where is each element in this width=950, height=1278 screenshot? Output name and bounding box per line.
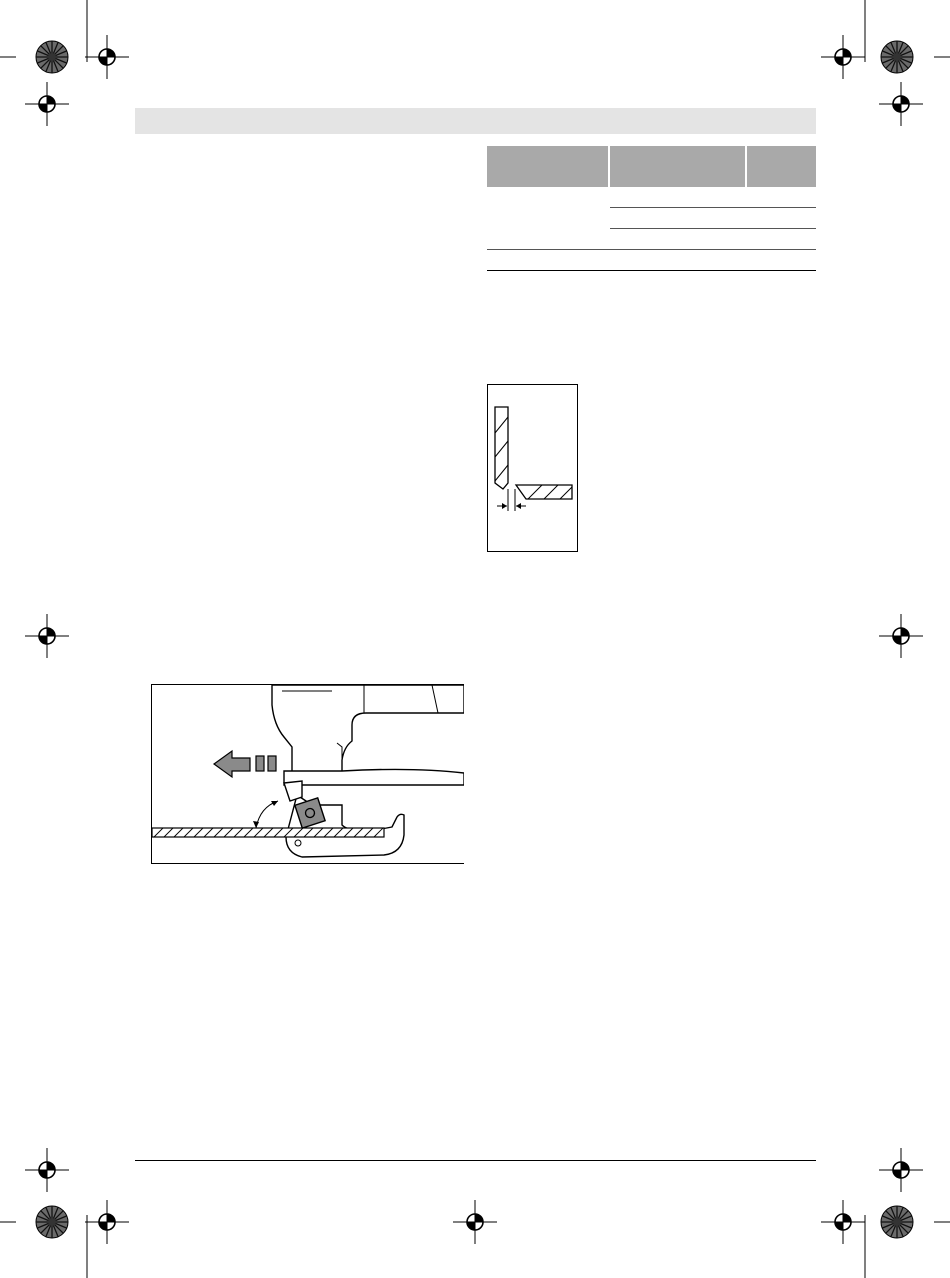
crosshair-target-icon	[821, 35, 865, 79]
starburst-icon-bottom-right	[877, 1202, 917, 1242]
crosshair-target-icon	[821, 1200, 865, 1244]
table-row-divider	[487, 249, 816, 250]
jigsaw-bevel-setting-icon	[152, 685, 464, 863]
page-header-band	[135, 108, 816, 134]
direction-arrow-left-icon	[214, 751, 276, 777]
crosshair-target-icon	[879, 1148, 923, 1192]
crosshair-target-icon	[85, 35, 129, 79]
table-row-divider	[610, 207, 816, 208]
table-header-col-3	[747, 146, 816, 187]
starburst-icon-top-left	[32, 37, 72, 77]
crosshair-target-icon	[879, 614, 923, 658]
page-footer-rule	[135, 1160, 816, 1161]
table-header-col-2	[610, 146, 745, 187]
crosshair-target-icon	[25, 1148, 69, 1192]
crosshair-target-icon	[85, 1200, 129, 1244]
jigsaw-bevel-figure	[151, 684, 464, 864]
spec-table	[487, 146, 816, 271]
table-row-divider	[610, 228, 816, 229]
table-header-col-1	[487, 146, 608, 187]
crosshair-target-icon	[879, 82, 923, 126]
starburst-icon-bottom-left	[32, 1202, 72, 1242]
blade-gap-detail-icon	[488, 385, 577, 551]
crosshair-target-icon	[453, 1200, 497, 1244]
crosshair-target-icon	[25, 82, 69, 126]
blade-gap-figure	[487, 384, 578, 552]
starburst-icon-top-right	[877, 37, 917, 77]
crosshair-target-icon	[25, 614, 69, 658]
table-bottom-rule	[487, 270, 816, 271]
